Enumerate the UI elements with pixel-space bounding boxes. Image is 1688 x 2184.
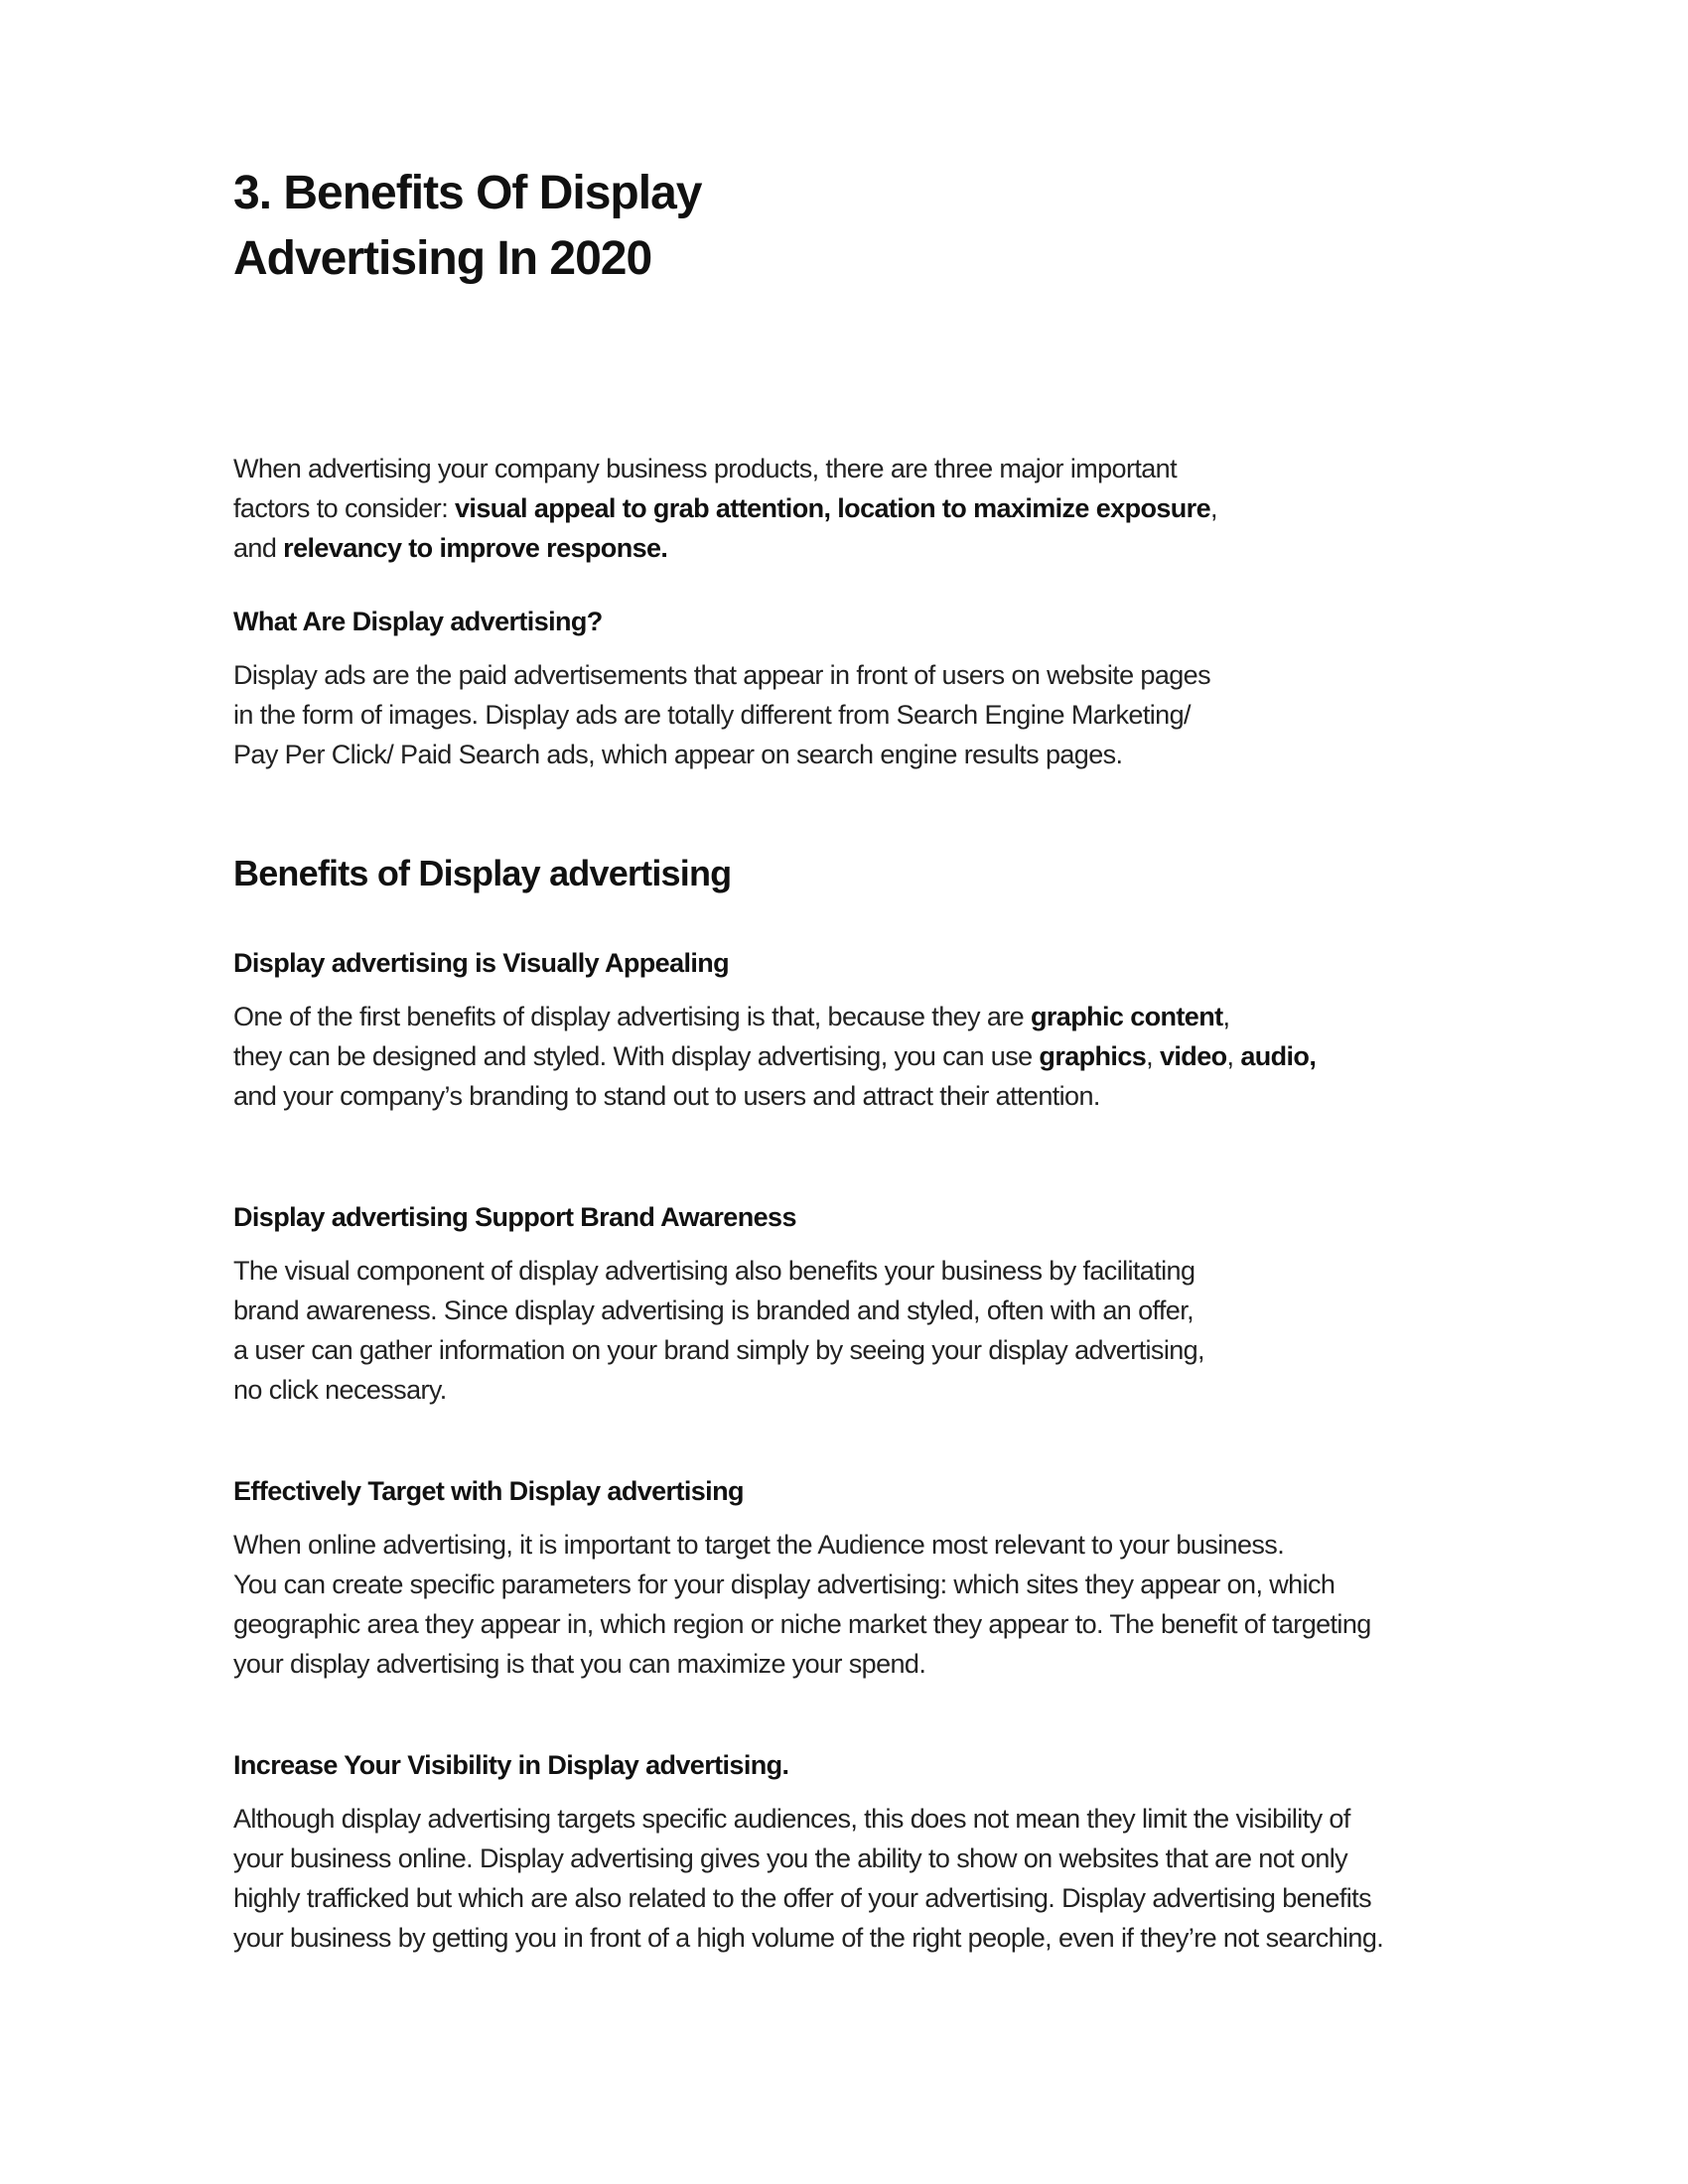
visibility-body	[233, 1799, 1484, 1958]
visibility-line-4: your business by getting you in front of a high volume of the right people, even if they’re not searching.	[233, 1923, 1384, 1953]
page-title-line-1: 3. Benefits Of Display	[233, 167, 702, 219]
what-are-heading: What Are Display advertising?	[233, 607, 603, 636]
intro-line-2	[233, 488, 1484, 528]
visually-appealing-bold-text: graphics	[1039, 1041, 1147, 1071]
what-are-line-2: in the form of images. Display ads are totally different from Search Engine Marketing/	[233, 700, 1191, 730]
intro-bold-text: relevancy to improve response.	[283, 533, 668, 563]
what-are-paragraph	[233, 655, 1484, 774]
target-paragraph	[233, 1525, 1484, 1684]
visually-appealing-line-3: and your company’s branding to stand out to users and attract their attention.	[233, 1081, 1100, 1111]
target-line-1: When online advertising, it is important to target the Audience most relevant to your business.	[233, 1530, 1285, 1560]
visually-appealing-text: ,	[1222, 1002, 1230, 1031]
benefits-section	[233, 852, 1484, 895]
brand-awareness-body	[233, 1251, 1484, 1410]
brand-awareness-section	[233, 1199, 1484, 1235]
intro-text: and	[233, 533, 284, 563]
target-line-3: geographic area they appear in, which region or niche market they appear to. The benefit of targeting	[233, 1609, 1371, 1639]
intro-text: ,	[1210, 493, 1217, 523]
brand-awareness-paragraph	[233, 1251, 1484, 1410]
intro-bold-text: visual appeal to grab attention, location to maximize exposure	[455, 493, 1210, 523]
visually-appealing-section	[233, 945, 1484, 981]
target-body	[233, 1525, 1484, 1684]
intro-text: factors to consider:	[233, 493, 456, 523]
visually-appealing-text: ,	[1146, 1041, 1160, 1071]
brand-awareness-line-1: The visual component of display advertising also benefits your business by facilitating	[233, 1256, 1196, 1286]
page-title-line-2: Advertising In 2020	[233, 232, 652, 285]
intro-section	[233, 449, 1484, 568]
what-are-body	[233, 655, 1484, 774]
visibility-line-2: your business online. Display advertising gives you the ability to show on websites that are not only	[233, 1843, 1348, 1873]
visibility-heading: Increase Your Visibility in Display advertising.	[233, 1750, 789, 1780]
target-line-2: You can create specific parameters for your display advertising: which sites they appear on, which	[233, 1570, 1336, 1599]
target-line-4: your display advertising is that you can maximize your spend.	[233, 1649, 926, 1679]
visibility-section	[233, 1747, 1484, 1783]
visually-appealing-bold-text: video	[1159, 1041, 1227, 1071]
what-are-line-1: Display ads are the paid advertisements that appear in front of users on website pages	[233, 660, 1210, 690]
what-are-section	[233, 604, 1484, 639]
target-section	[233, 1473, 1484, 1509]
intro-line-3	[233, 528, 1484, 568]
visually-appealing-text: ,	[1226, 1041, 1241, 1071]
target-heading: Effectively Target with Display advertising	[233, 1476, 744, 1506]
visually-appealing-line-1	[233, 997, 1484, 1036]
visually-appealing-body	[233, 997, 1484, 1116]
brand-awareness-line-3: a user can gather information on your brand simply by seeing your display advertising,	[233, 1335, 1204, 1365]
visibility-line-1: Although display advertising targets specific audiences, this does not mean they limit the visibility of	[233, 1804, 1350, 1834]
visually-appealing-text: One of the first benefits of display advertising is that, because they are	[233, 1002, 1031, 1031]
intro-paragraph	[233, 449, 1484, 568]
visibility-line-3: highly trafficked but which are also related to the offer of your advertising. Display advertising benefits	[233, 1883, 1371, 1913]
intro-line-1: When advertising your company business products, there are three major important	[233, 454, 1177, 483]
brand-awareness-line-4: no click necessary.	[233, 1375, 447, 1405]
visibility-paragraph	[233, 1799, 1484, 1958]
visually-appealing-line-2	[233, 1036, 1484, 1076]
benefits-heading: Benefits of Display advertising	[233, 853, 732, 893]
brand-awareness-heading: Display advertising Support Brand Awareness	[233, 1202, 796, 1232]
brand-awareness-line-2: brand awareness. Since display advertising is branded and styled, often with an offer,	[233, 1296, 1195, 1325]
visually-appealing-paragraph	[233, 997, 1484, 1116]
what-are-line-3: Pay Per Click/ Paid Search ads, which appear on search engine results pages.	[233, 740, 1123, 769]
visually-appealing-bold-text: graphic content	[1030, 1002, 1223, 1031]
visually-appealing-bold-text: audio,	[1240, 1041, 1317, 1071]
page-title	[233, 161, 701, 292]
visually-appealing-heading: Display advertising is Visually Appealing	[233, 948, 730, 978]
visually-appealing-text: they can be designed and styled. With display advertising, you can use	[233, 1041, 1040, 1071]
